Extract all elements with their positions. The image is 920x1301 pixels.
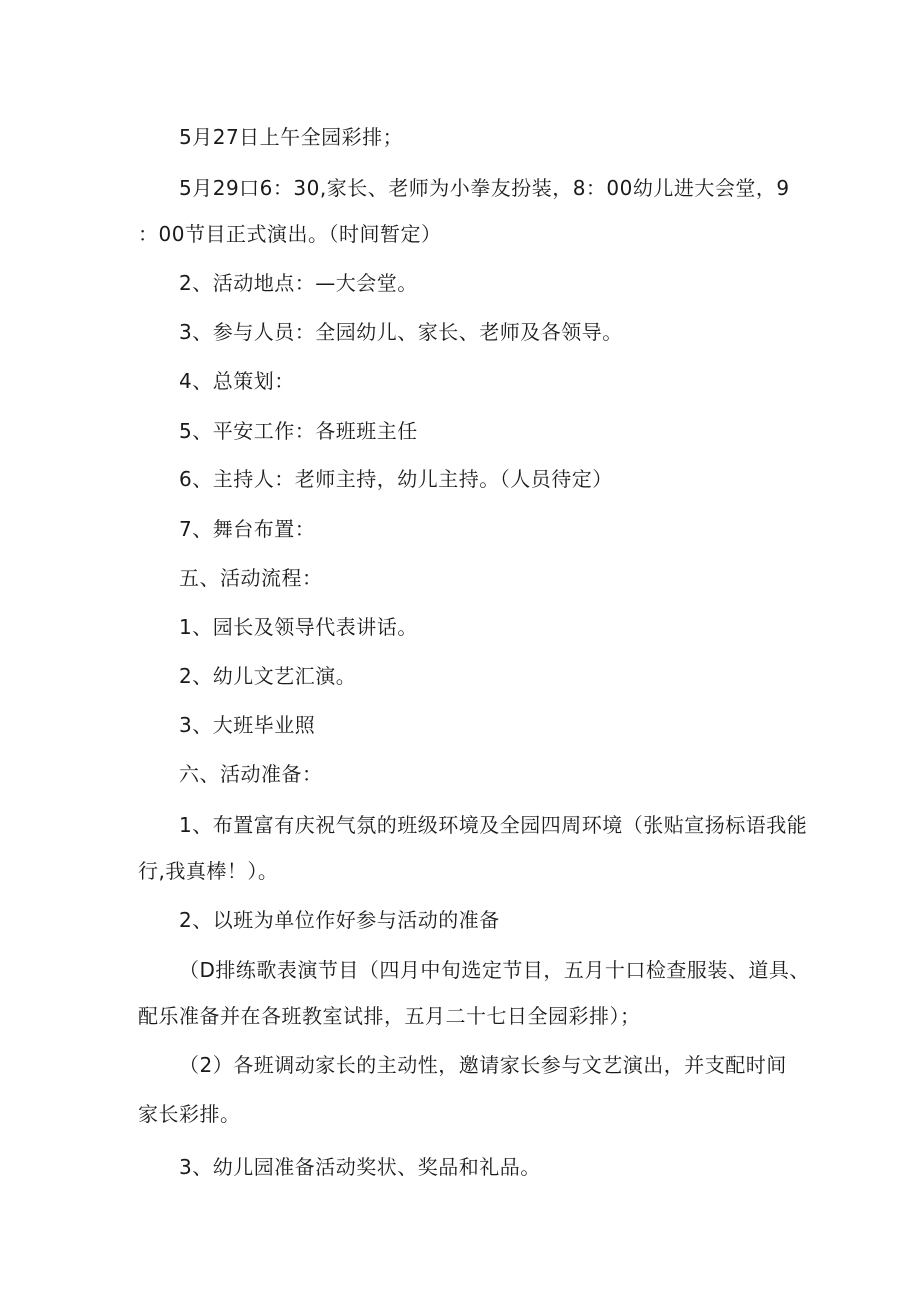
preparation-subitem-2-continuation: 家长彩排。 <box>138 1102 241 1126</box>
stage-layout-line: 7、舞台布置： <box>179 517 316 541</box>
section-five-heading: 五、活动流程： <box>179 566 323 590</box>
preparation-item-2: 2、以班为单位作好参与活动的准备 <box>179 908 500 932</box>
activity-location-line: 2、活动地点：—大会堂。 <box>179 271 418 295</box>
preparation-item-1-continuation: 行,我真棒！）。 <box>138 859 279 883</box>
performance-schedule-line: 5月29口6：30,家长、老师为小拳友扮装，8：00幼儿进大会堂，9 <box>179 176 790 200</box>
general-planning-line: 4、总策划： <box>179 369 295 393</box>
preparation-item-1: 1、布置富有庆祝气氛的班级环境及全园四周环境（张贴宣扬标语我能 <box>179 813 808 837</box>
flow-item-3: 3、大班毕业照 <box>179 713 316 737</box>
rehearsal-date-line: 5月27日上午全园彩排； <box>179 125 404 149</box>
host-line: 6、主持人：老师主持，幼儿主持。（人员待定） <box>179 467 613 491</box>
preparation-subitem-1-continuation: 配乐准备并在各班教室试排，五月二十七日全园彩排）； <box>138 1004 641 1028</box>
flow-item-1: 1、园长及领导代表讲话。 <box>179 615 418 639</box>
safety-work-line: 5、平安工作：各班班主任 <box>179 419 418 443</box>
preparation-item-3: 3、幼儿园准备活动奖状、奖品和礼品。 <box>179 1155 541 1179</box>
preparation-subitem-1: （D排练歌表演节目（四月中旬选定节目，五月十口检查服装、道具、 <box>179 958 810 982</box>
participants-line: 3、参与人员：全园幼儿、家长、老师及各领导。 <box>179 320 623 344</box>
performance-schedule-continuation: ：00节目正式演出。（时间暂定） <box>138 222 442 246</box>
section-six-heading: 六、活动准备： <box>179 762 323 786</box>
flow-item-2: 2、幼儿文艺汇演。 <box>179 664 357 688</box>
preparation-subitem-2: （2）各班调动家长的主动性，邀请家长参与文艺演出，并支配时间 <box>179 1053 787 1077</box>
